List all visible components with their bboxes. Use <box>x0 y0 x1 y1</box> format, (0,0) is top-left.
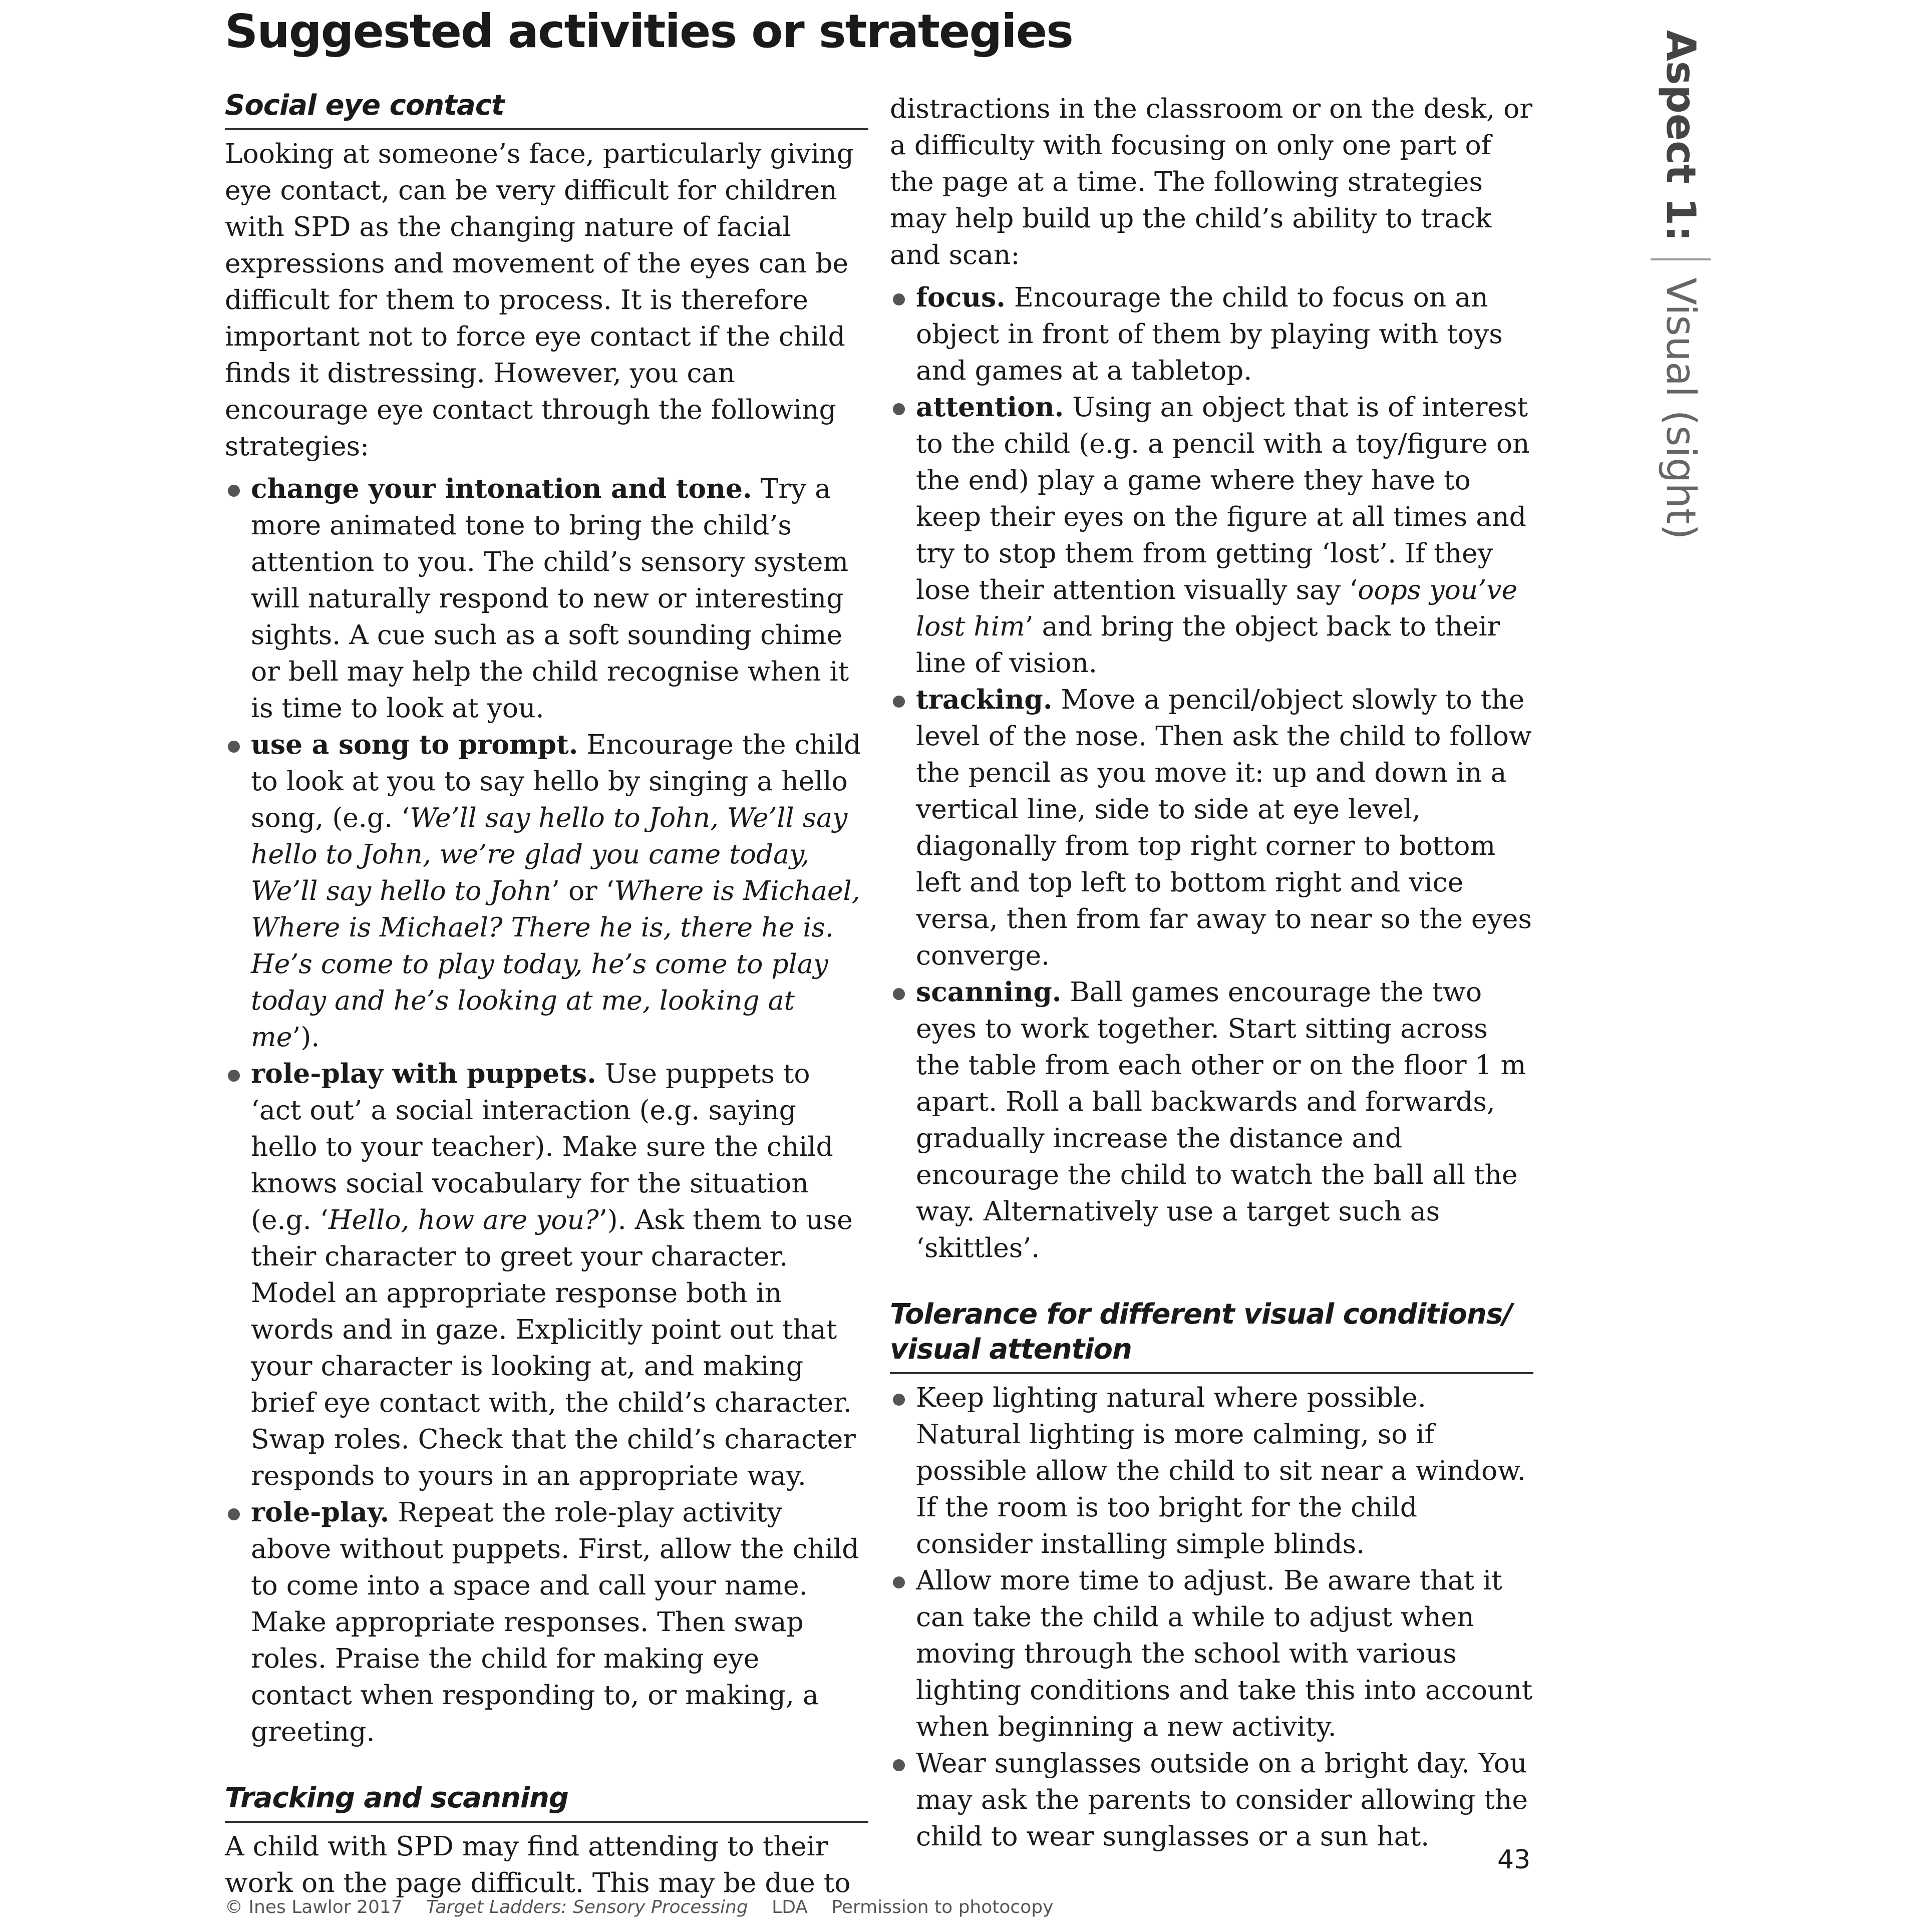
list-item <box>890 681 1533 974</box>
side-tab-divider <box>1651 258 1711 260</box>
bullet-text: Use puppets to ‘act out’ a social interaction (e.g. saying hello to your teacher). Make sure the child knows social vocabulary for the situation (e.g. ‘ <box>251 1058 833 1235</box>
bullet-text: ’ or ‘ <box>551 875 614 906</box>
strategy-list <box>225 470 868 1750</box>
page-number: 43 <box>1497 1845 1531 1875</box>
footer <box>225 1897 1071 1917</box>
bullet-text: ’ and bring the object back to their line of vision. <box>916 610 1500 679</box>
section-intro: A child with SPD may find attending to their work on the page difficult. This may be due to <box>225 1830 851 1898</box>
list-item <box>890 1562 1533 1745</box>
bullet-lead: use a song to prompt. <box>251 729 578 760</box>
right-column <box>890 90 1533 1885</box>
bullet-lead: Keep lighting natural where possible. <box>916 1382 1426 1413</box>
bullet-text: Try a more animated tone to bring the child’s attention to you. The child’s sensory system will naturally respond to new or interesting sights. A cue such as a soft sounding chime or bell may help the child recognise when it is time to look at you. <box>251 473 849 724</box>
bullet-lead: change your intonation and tone. <box>251 473 752 504</box>
bullet-text: Encourage the child to look at you to say hello by singing a hello song, (e.g. ‘ <box>251 729 861 833</box>
bullet-lead: scanning. <box>916 976 1062 1008</box>
list-item <box>225 726 868 1055</box>
bullet-text: Be aware that it can take the child a while to adjust when moving through the school with various lighting conditions and take this into account when beginning a new activity. <box>916 1564 1533 1742</box>
list-item <box>890 1745 1533 1854</box>
section-social-eye-contact <box>225 88 868 1750</box>
section-intro-continued: distractions in the classroom or on the desk, or a difficulty with focusing on only one part of the page at a time. The following strategies may help build up the child’s ability to track and scan: <box>890 93 1532 270</box>
bullet-lead: Wear sunglasses outside on a bright day. <box>916 1747 1470 1779</box>
phrase-quote: oops you’ve lost him <box>916 574 1518 642</box>
section-heading: Social eye contact <box>225 88 868 130</box>
bullet-text: Repeat the role-play activity above without puppets. First, allow the child to come into a space and call your name. Make appropriate responses. Then swap roles. Praise the child for making eye contact when responding to, or making, a greeting. <box>251 1496 859 1747</box>
bullet-text: You may ask the parents to consider allowing the child to wear sunglasses or a sun hat. <box>916 1747 1528 1852</box>
heading-line: Tolerance for different visual conditions/ <box>890 1298 1512 1331</box>
bullet-lead: attention. <box>916 391 1064 423</box>
list-item <box>225 470 868 726</box>
bullet-text: Ball games encourage the two eyes to work together. Start sitting across the table from each other or on the floor 1 m apart. Roll a ball backwards and forwards, gradually increase the distance and encourage the child to watch the ball all the way. Alternatively use a target such as ‘skittles’. <box>916 976 1526 1263</box>
list-item <box>890 279 1533 389</box>
footer-publisher: LDA <box>772 1897 808 1917</box>
bullet-lead: tracking. <box>916 684 1053 715</box>
side-tab <box>1590 30 1711 540</box>
footer-copyright: © Ines Lawlor 2017 <box>225 1897 403 1917</box>
bullet-lead: role-play. <box>251 1496 390 1528</box>
side-tab-topic: Visual (sight) <box>1658 277 1704 540</box>
song-quote: Where is Michael, Where is Michael? There he is, there he is. He’s come to play today, he’s come to play today and he’s looking at me, looking at me <box>251 875 860 1053</box>
side-tab-label <box>1651 30 1711 540</box>
bullet-text: Natural lighting is more calming, so if possible allow the child to sit near a window. If the room is too bright for the child consider installing simple blinds. <box>916 1418 1526 1559</box>
footer-book-title: Target Ladders: Sensory Processing <box>426 1897 748 1917</box>
list-item <box>890 974 1533 1266</box>
bullet-text: Using an object that is of interest to the child (e.g. a pencil with a toy/figure on the end) play a game where they have to keep their eyes on the figure at all times and try to stop them from getting ‘lost’. If they lose their attention visually say ‘ <box>916 391 1530 605</box>
section-tracking-scanning <box>225 1781 868 1901</box>
song-quote: We’ll say hello to John, We’ll say hello to John, we’re glad you came today, We’ll say hello to John <box>251 802 848 906</box>
heading-line: visual attention <box>890 1333 1132 1366</box>
page-title: Suggested activities or strategies <box>225 5 1073 58</box>
bullet-lead: Allow more time to adjust. <box>916 1564 1275 1596</box>
bullet-lead: focus. <box>916 281 1006 313</box>
section-tracking-scanning-cont <box>890 90 1533 1266</box>
bullet-text: Encourage the child to focus on an object in front of them by playing with toys and games at a tabletop. <box>916 281 1503 386</box>
side-tab-aspect: Aspect 1: <box>1658 30 1704 242</box>
bullet-text: Move a pencil/object slowly to the level of the nose. Then ask the child to follow the pencil as you move it: up and down in a vertical line, side to side at eye level, diagonally from top right corner to bottom left and top left to bottom right and vice versa, then from far away to near so the eyes converge. <box>916 684 1532 971</box>
list-item <box>890 1379 1533 1562</box>
footer-permission: Permission to photocopy <box>831 1897 1054 1917</box>
strategy-list <box>890 279 1533 1266</box>
section-tolerance <box>890 1297 1533 1854</box>
left-column <box>225 88 868 1932</box>
list-item <box>225 1494 868 1750</box>
section-heading: Tracking and scanning <box>225 1781 868 1823</box>
greeting-quote: Hello, how are you? <box>328 1204 599 1235</box>
bullet-lead: role-play with puppets. <box>251 1058 596 1089</box>
bullet-text: ’). Ask them to use their character to greet your character. Model an appropriate response both in words and in gaze. Explicitly point out that your character is looking at, and making brief eye contact with, the child’s character. Swap roles. Check that the child’s character responds to yours in an appropriate way. <box>251 1204 856 1491</box>
list-item <box>890 389 1533 681</box>
bullet-text: ’). <box>292 1021 320 1053</box>
strategy-list <box>890 1379 1533 1854</box>
section-intro: Looking at someone’s face, particularly giving eye contact, can be very difficult for children with SPD as the changing nature of facial expressions and movement of the eyes can be difficult for them to process. It is therefore important not to force eye contact if the child finds it distressing. However, you can encourage eye contact through the following strategies: <box>225 138 854 462</box>
list-item <box>225 1055 868 1494</box>
section-heading <box>890 1297 1533 1374</box>
